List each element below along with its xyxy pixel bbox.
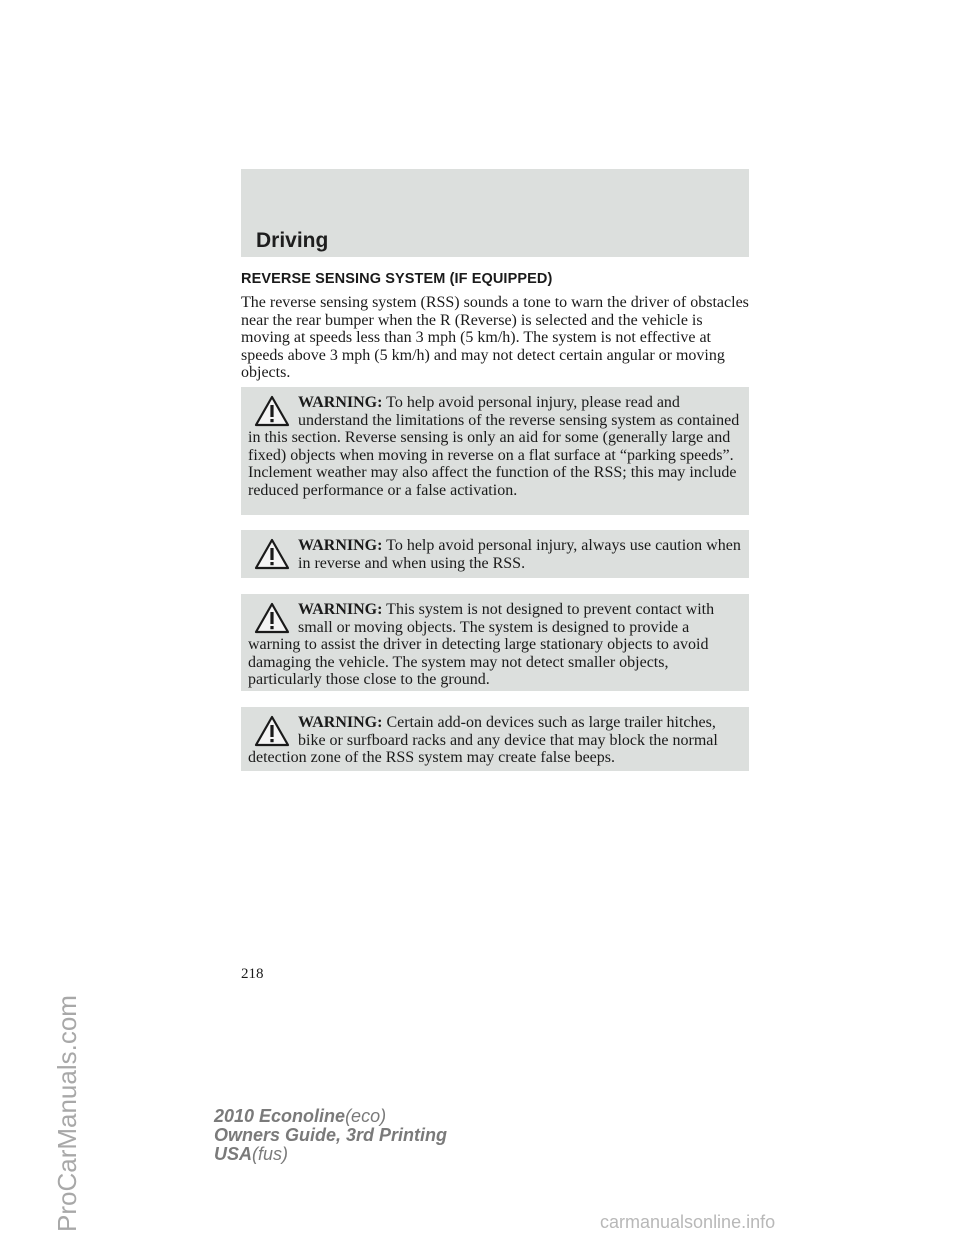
warning-label: WARNING: [298,394,383,411]
warning-box-4 [241,707,749,771]
warning-text: To help avoid personal injury, always use caution when in reverse and when using the RSS. [298,537,741,572]
footer-region-code: (fus) [252,1144,289,1164]
warning-label: WARNING: [298,714,383,731]
section-header-band [241,169,749,257]
bottom-watermark: carmanualsonline.info [600,1212,776,1232]
warning-label: WARNING: [298,537,383,554]
warning-triangle-icon [254,714,290,748]
warning-triangle-icon [254,394,290,428]
section-heading: REVERSE SENSING SYSTEM (IF EQUIPPED) [241,271,553,287]
warning-box-3 [241,594,749,691]
warning-text: This system is not designed to prevent contact with small or moving objects. The system is designed to provide a warning to assist the driver in detecting large stationary objects to avoid damaging the vehicle. The system may not detect smaller objects, particularly those close to the ground. [248,601,715,688]
document-footer [214,1107,447,1164]
footer-model-code: (eco) [345,1106,387,1126]
warning-box-2 [241,530,749,578]
footer-model: 2010 Econoline [214,1106,346,1126]
page-number: 218 [241,966,264,982]
warning-triangle-icon [254,601,290,635]
page-title: Driving [256,229,329,252]
footer-region: USA [214,1144,253,1164]
warning-text: Certain add-on devices such as large trailer hitches, bike or surfboard racks and any device that may block the normal detection zone of the RSS system may create false beeps. [248,714,718,766]
warning-text: To help avoid personal injury, please read and understand the limitations of the reverse sensing system as contained in this section. Reverse sensing is only an aid for some (generally large and fixed) objects when moving in reverse on a flat surface at “parking speeds”. Inclement weather may also affect the function of the RSS; this may include reduced performance or a false activation. [248,394,740,499]
warning-label: WARNING: [298,601,383,618]
footer-guide: Owners Guide, 3rd Printing [214,1125,448,1145]
intro-paragraph: The reverse sensing system (RSS) sounds a tone to warn the driver of obstacles near the rear bumper when the R (Reverse) is selected and the vehicle is moving at speeds less than 3 mph (5 km/h). The system is not effective at speeds above 3 mph (5 km/h) and may not detect certain angular or moving objects. [241,294,749,381]
warning-triangle-icon [254,537,290,571]
warning-box-1 [241,387,749,515]
side-watermark: ProCarManuals.com [52,995,82,1232]
